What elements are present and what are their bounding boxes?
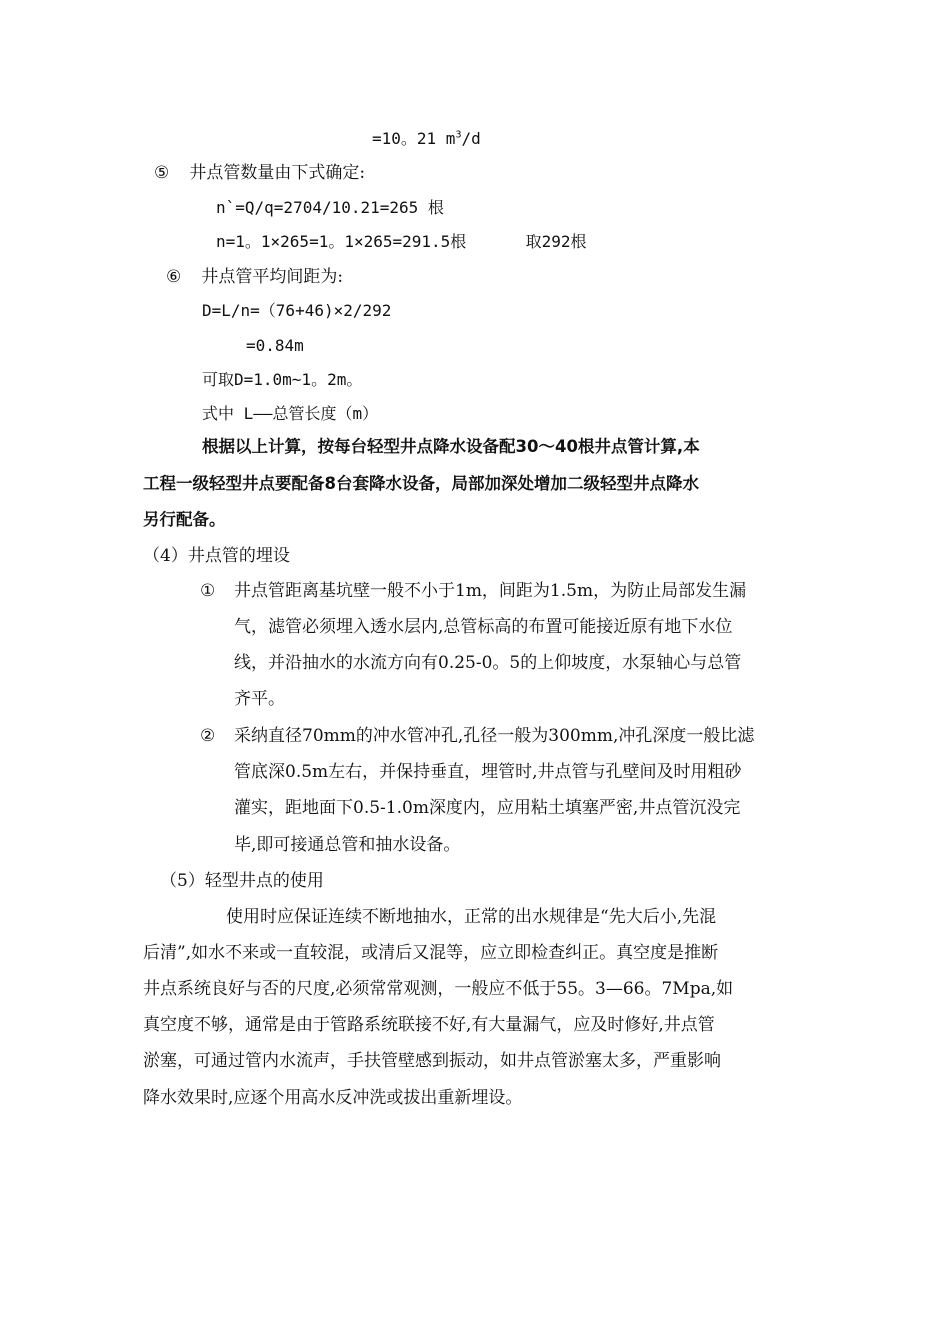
equation-line-2: n`=Q/q=2704/10.21=265 根: [216, 198, 444, 217]
item-1-line-2: 气，滤管必须埋入透水层内,总管标高的布置可能接近原有地下水位: [234, 617, 733, 637]
section-5-heading: （5）轻型井点的使用: [160, 871, 324, 891]
step-marker: ⑤: [154, 163, 170, 183]
item-2-line-2: 管底深0.5m左右，并保持垂直，埋管时,井点管与孔壁间及时用粗砂: [234, 762, 742, 782]
item-1-line-1: 井点管距离基坑壁一般不小于1m，间距为1.5m，为防止局部发生漏: [234, 581, 747, 601]
section-5-line-4: 真空度不够，通常是由于管路系统联接不好,有大量漏气，应及时修好,井点管: [143, 1015, 715, 1035]
section-5-line-6: 降水效果时,应逐个用高水反冲洗或拔出重新埋设。: [143, 1088, 523, 1108]
item-2-line-1: 采纳直径70mm的冲水管冲孔,孔径一般为300mm,冲孔深度一般比滤: [234, 726, 755, 746]
section-5-line-1: 使用时应保证连续不断地抽水，正常的出水规律是“先大后小,先混: [226, 907, 717, 927]
item-2-marker: ②: [200, 726, 216, 746]
step-marker: ⑥: [166, 267, 182, 287]
equation-unit: /d: [461, 129, 481, 148]
item-1-marker: ①: [200, 581, 216, 601]
item-1-line-3: 线，并沿抽水的水流方向有0.25-0。5的上仰坡度，水泵轴心与总管: [234, 653, 742, 673]
section-5-line-3: 井点系统良好与否的尺度,必须常常观测，一般应不低于55。3—66。7Mpa,如: [143, 979, 734, 999]
item-2-line-3: 灌实，距地面下0.5-1.0m深度内，应用粘土填塞严密,井点管沉没完: [234, 798, 741, 818]
equation-text: n=1。1×265=1。1×265=291.5根: [216, 232, 467, 251]
equation-line-1: [372, 126, 481, 152]
bold-paragraph-line-3: 另行配备。: [143, 510, 226, 529]
bold-paragraph-line-2: 工程一级轻型井点要配备8台套降水设备，局部加深处增加二级轻型井点降水: [143, 474, 699, 493]
section-5-line-2: 后清”,如水不来或一直较混，或清后又混等，应立即检查纠正。真空度是推断: [143, 943, 719, 963]
equation-line-5: =0.84m: [246, 336, 304, 355]
superscript: 3: [455, 129, 462, 141]
step-6: [166, 264, 343, 290]
step-5: [154, 160, 365, 186]
bold-paragraph-line-1: 根据以上计算，按每台轻型井点降水设备配30～40根井点管计算,本: [202, 437, 700, 456]
section-4-heading: （4）井点管的埋设: [143, 546, 290, 566]
equation-line-6: 可取D=1.0m~1。2m。: [202, 370, 363, 389]
item-2-line-4: 毕,即可接通总管和抽水设备。: [234, 835, 461, 855]
step-text: 井点管数量由下式确定:: [189, 163, 366, 183]
equation-result: 取292根: [525, 232, 587, 251]
step-text: 井点管平均间距为:: [201, 267, 344, 287]
equation-line-7: 式中 L——总管长度（m）: [202, 404, 379, 423]
equation-line-4: D=L/n=（76+46)×2/292: [202, 301, 392, 320]
equation-line-3: [216, 229, 586, 255]
section-5-line-5: 淤塞，可通过管内水流声，手扶管壁感到振动，如井点管淤塞太多，严重影响: [143, 1051, 721, 1071]
item-1-line-4: 齐平。: [234, 689, 285, 709]
equation-text: =10。21 m: [372, 129, 456, 148]
